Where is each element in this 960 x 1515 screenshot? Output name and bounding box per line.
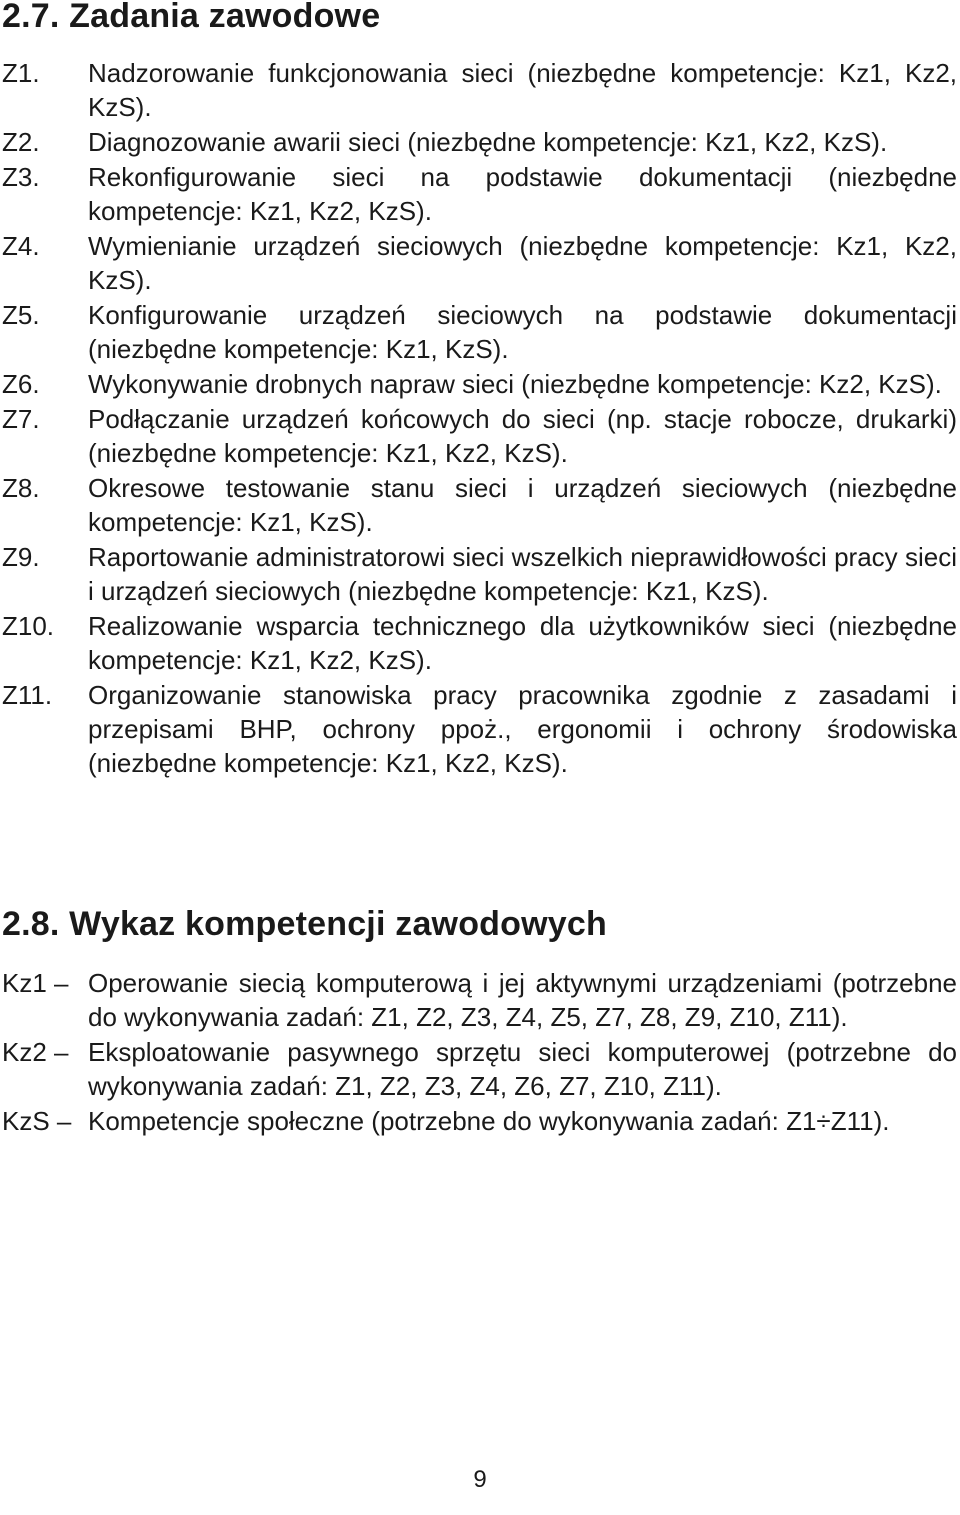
competency-code: KzS – [2, 1106, 72, 1136]
competency-item [2, 966, 957, 1034]
task-code: Z8. [2, 473, 40, 503]
page-number: 9 [473, 1466, 487, 1493]
task-text: Diagnozowanie awarii sieci (niezbędne kompetencje: Kz1, Kz2, KzS). [88, 127, 888, 157]
task-code: Z10. [2, 611, 55, 641]
task-item [2, 609, 957, 677]
task-code: Z6. [2, 369, 40, 399]
task-item [2, 367, 957, 401]
task-list [2, 56, 957, 781]
task-code: Z5. [2, 300, 40, 330]
task-text: Realizowanie wsparcia technicznego dla użytkowników sieci (niezbędne kompetencje: Kz1, Kz2, KzS). [88, 611, 957, 675]
task-text: Raportowanie administratorowi sieci wszelkich nieprawidłowości pracy sieci i urządzeń sieciowych (niezbędne kompetencje: Kz1, KzS). [88, 542, 957, 606]
competency-text: Eksploatowanie pasywnego sprzętu sieci komputerowej (potrzebne do wykonywania zadań: Z1, Z2, Z3, Z4, Z6, Z7, Z10, Z11). [88, 1037, 957, 1101]
task-text: Podłączanie urządzeń końcowych do sieci (np. stacje robocze, drukarki) (niezbędne kompetencje: Kz1, Kz2, KzS). [88, 404, 957, 468]
competency-item [2, 1035, 957, 1103]
task-code: Z3. [2, 162, 40, 192]
task-text: Nadzorowanie funkcjonowania sieci (niezbędne kompetencje: Kz1, Kz2, KzS). [88, 58, 957, 122]
task-text: Rekonfigurowanie sieci na podstawie dokumentacji (niezbędne kompetencje: Kz1, Kz2, KzS). [88, 162, 957, 226]
competency-code: Kz1 – [2, 968, 69, 998]
task-text: Wykonywanie drobnych napraw sieci (niezbędne kompetencje: Kz2, KzS). [88, 369, 942, 399]
competency-item [2, 1104, 957, 1138]
task-code: Z4. [2, 231, 40, 261]
task-text: Konfigurowanie urządzeń sieciowych na podstawie dokumentacji (niezbędne kompetencje: Kz1, KzS). [88, 300, 957, 364]
task-item [2, 56, 957, 124]
task-item [2, 678, 957, 780]
task-code: Z11. [2, 680, 53, 710]
task-item [2, 471, 957, 539]
task-item [2, 540, 957, 608]
section-heading-tasks: 2.7. Zadania zawodowe [2, 0, 381, 35]
task-code: Z9. [2, 542, 40, 572]
competency-text: Kompetencje społeczne (potrzebne do wykonywania zadań: Z1÷Z11). [88, 1106, 890, 1136]
task-item [2, 298, 957, 366]
task-text: Okresowe testowanie stanu sieci i urządzeń sieciowych (niezbędne kompetencje: Kz1, KzS). [88, 473, 957, 537]
competency-code: Kz2 – [2, 1037, 69, 1067]
competency-text: Operowanie siecią komputerową i jej aktywnymi urządzeniami (potrzebne do wykonywania zadań: Z1, Z2, Z3, Z4, Z5, Z7, Z8, Z9, Z10, Z11). [88, 968, 957, 1032]
section-heading-competencies: 2.8. Wykaz kompetencji zawodowych [2, 905, 607, 943]
competency-list [2, 966, 957, 1139]
task-item [2, 160, 957, 228]
task-item [2, 229, 957, 297]
task-code: Z2. [2, 127, 40, 157]
task-text: Organizowanie stanowiska pracy pracownika zgodnie z zasadami i przepisami BHP, ochrony ppoż., ergonomii i ochrony środowiska (niezbędne kompetencje: Kz1, Kz2, KzS). [88, 680, 957, 778]
task-item [2, 402, 957, 470]
task-code: Z1. [2, 58, 40, 88]
task-item [2, 125, 957, 159]
task-code: Z7. [2, 404, 40, 434]
task-text: Wymienianie urządzeń sieciowych (niezbędne kompetencje: Kz1, Kz2, KzS). [88, 231, 957, 295]
